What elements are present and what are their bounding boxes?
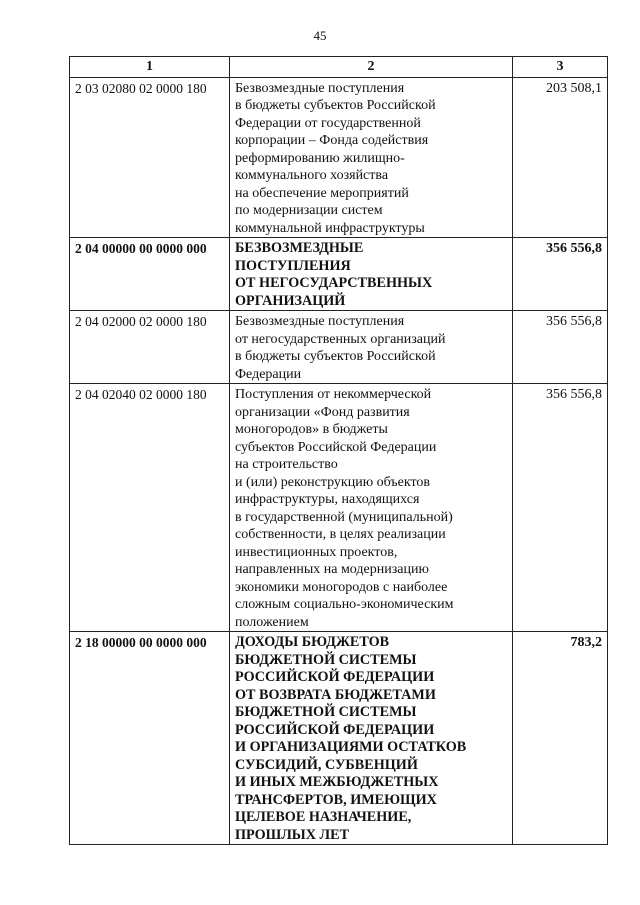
revenue-name-line: коммунального хозяйства [235, 168, 389, 183]
revenue-name-line: РОССИЙСКОЙ ФЕДЕРАЦИИ [235, 721, 435, 738]
revenue-name-cell [230, 77, 513, 238]
revenue-name-line: БЮДЖЕТНОЙ СИСТЕМЫ [235, 704, 417, 720]
header-cell-code: 1 [70, 57, 230, 78]
table-row [70, 311, 608, 384]
revenue-name-line: на обеспечение мероприятий [235, 185, 409, 201]
revenue-name-line: БЮДЖЕТНОЙ СИСТЕМЫ [235, 651, 417, 668]
revenue-name-line: СУБСИДИЙ, СУБВЕНЦИЙ [235, 756, 418, 773]
revenue-name-line: реформированию жилищно- [235, 150, 405, 166]
revenue-name-line: ОРГАНИЗАЦИЙ [235, 292, 346, 309]
revenue-code-cell: 2 04 02000 02 0000 180 [70, 311, 230, 384]
revenue-name-line: инфраструктуры, находящихся [235, 492, 420, 507]
revenue-name-line: Федерации от государственной [235, 115, 421, 131]
revenue-name-line: сложным социально-экономическим [235, 597, 454, 612]
revenue-code-cell: 2 03 02080 02 0000 180 [70, 77, 230, 238]
amount-cell: 356 556,8 [513, 311, 608, 384]
revenue-name-line: в государственной (муниципальной) [235, 509, 453, 525]
revenue-name-line: ОТ НЕГОСУДАРСТВЕННЫХ [235, 275, 433, 291]
header-row [70, 57, 608, 78]
revenue-name-line: ДОХОДЫ БЮДЖЕТОВ [235, 634, 390, 650]
table-row [70, 77, 608, 238]
table-row [70, 632, 608, 845]
amount-cell: 783,2 [513, 632, 608, 845]
revenue-name-line: в бюджеты субъектов Российской [235, 98, 436, 113]
revenue-name-line: Безвозмездные поступления [235, 80, 405, 96]
revenue-name-line: Федерации [235, 366, 302, 382]
table-row [70, 384, 608, 632]
revenue-name-line: инвестиционных проектов, [235, 544, 398, 560]
revenue-name-line: ТРАНСФЕРТОВ, ИМЕЮЩИХ [235, 791, 437, 808]
revenue-name-line: И ОРГАНИЗАЦИЯМИ ОСТАТКОВ [235, 739, 467, 755]
revenue-name-line: на строительство [235, 457, 338, 472]
revenue-name-line: ОТ ВОЗВРАТА БЮДЖЕТАМИ [235, 686, 436, 703]
budget-table [69, 56, 608, 845]
page-number: 45 [313, 28, 327, 43]
revenue-name-line: И ИНЫХ МЕЖБЮДЖЕТНЫХ [235, 774, 439, 790]
revenue-name-cell [230, 384, 513, 632]
amount-cell: 356 556,8 [513, 384, 608, 632]
revenue-code-cell: 2 18 00000 00 0000 000 [70, 632, 230, 845]
table-body [70, 77, 608, 845]
amount-cell: 356 556,8 [513, 238, 608, 311]
revenue-name-line: коммунальной инфраструктуры [235, 220, 425, 236]
revenue-name-line: моногородов» в бюджеты [235, 422, 388, 437]
revenue-name-cell [230, 238, 513, 311]
revenue-name-line: ЦЕЛЕВОЕ НАЗНАЧЕНИЕ, [235, 809, 412, 825]
revenue-name-line: корпорации – Фонда содействия [235, 133, 429, 148]
revenue-name-line: ПОСТУПЛЕНИЯ [235, 257, 351, 274]
revenue-name-line: субъектов Российской Федерации [235, 439, 437, 455]
revenue-name-line: экономики моногородов с наиболее [235, 579, 448, 595]
revenue-name-line: Безвозмездные поступления [235, 314, 405, 329]
revenue-name-line: направленных на модернизацию [235, 562, 429, 577]
revenue-name-line: ПРОШЛЫХ ЛЕТ [235, 826, 350, 843]
revenue-name-line: РОССИЙСКОЙ ФЕДЕРАЦИИ [235, 669, 435, 685]
revenue-name-line: в бюджеты субъектов Российской [235, 349, 436, 364]
header-cell-amount: 3 [513, 57, 608, 78]
revenue-name-line: БЕЗВОЗМЕЗДНЫЕ [235, 240, 364, 256]
table-row [70, 238, 608, 311]
revenue-name-line: организации «Фонд развития [235, 404, 410, 420]
revenue-name-line: собственности, в целях реализации [235, 527, 446, 542]
revenue-name-line: Поступления от некоммерческой [235, 387, 432, 402]
revenue-name-line: и (или) реконструкцию объектов [235, 474, 431, 490]
revenue-code-cell: 2 04 00000 00 0000 000 [70, 238, 230, 311]
revenue-name-cell [230, 632, 513, 845]
revenue-name-line: положением [235, 614, 309, 630]
amount-cell: 203 508,1 [513, 77, 608, 238]
revenue-name-cell [230, 311, 513, 384]
header-cell-name: 2 [230, 57, 513, 78]
revenue-code-cell: 2 04 02040 02 0000 180 [70, 384, 230, 632]
revenue-name-line: от негосударственных организаций [235, 331, 446, 347]
revenue-name-line: по модернизации систем [235, 203, 383, 218]
